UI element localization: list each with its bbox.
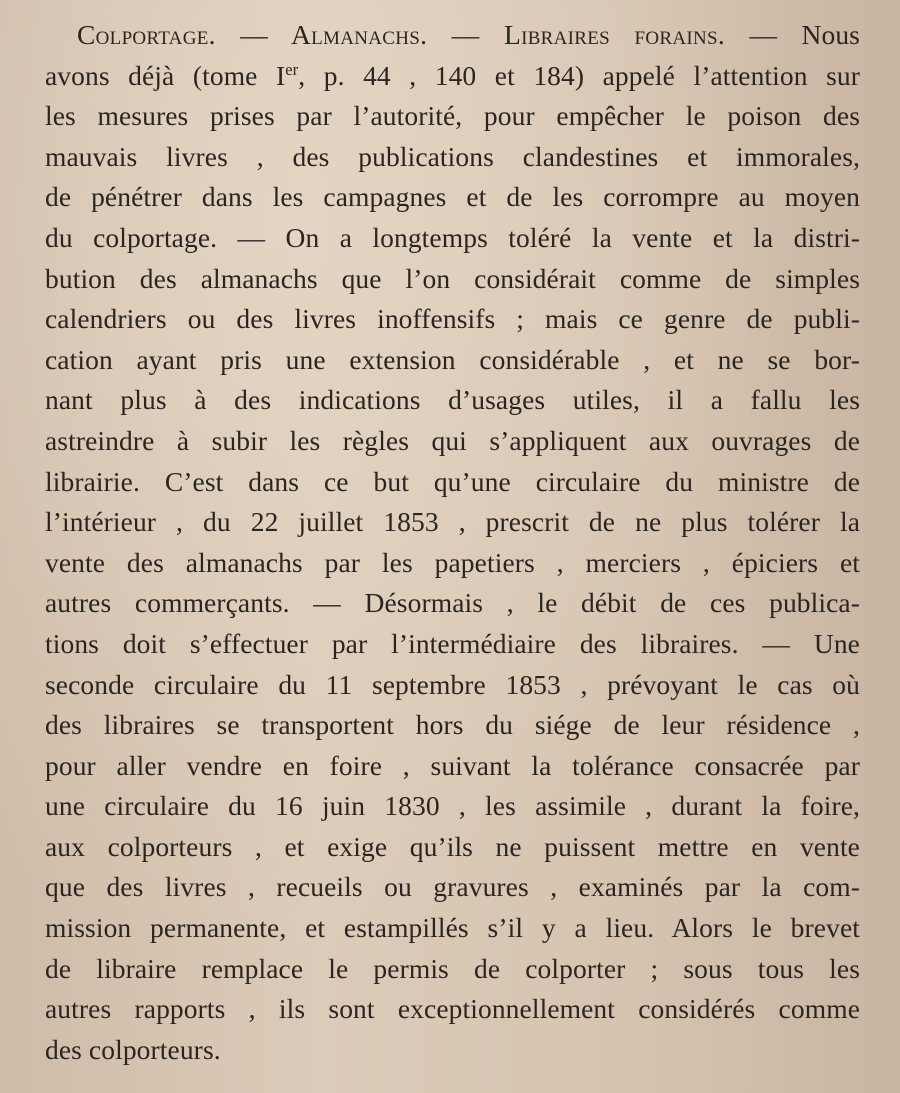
text-line-19: pour aller vendre en foire , suivant la tolérance consacrée par xyxy=(45,749,860,781)
text-line-22: que des livres , recueils ou gravures , examinés par la com- xyxy=(45,871,860,903)
text-line-7: bution des almanachs que l’on considérait comme de simples xyxy=(45,262,860,294)
text-line-2-part-a: avons déjà (tome I xyxy=(45,59,286,91)
text-line-14: vente des almanachs par les papetiers , merciers , épiciers et xyxy=(45,546,860,578)
text-line-25: autres rapports , ils sont exceptionnellement considérés comme xyxy=(45,993,860,1025)
text-line-21: aux colporteurs , et exige qu’ils ne puissent mettre en vente xyxy=(45,830,860,862)
text-line-13: l’intérieur , du 22 juillet 1853 , prescrit de ne plus tolérer la xyxy=(45,506,860,538)
text-line-20: une circulaire du 16 juin 1830 , les assimile , durant la foire, xyxy=(45,790,860,822)
section-heading: Colportage. — Almanachs. — Libraires forains. — xyxy=(77,19,778,50)
text-line-11: astreindre à subir les règles qui s’appliquent aux ouvrages de xyxy=(45,424,860,456)
text-line-8: calendriers ou des livres inoffensifs ; mais ce genre de publi- xyxy=(45,303,860,335)
text-line-2 xyxy=(45,56,860,97)
text-line-4: mauvais livres , des publications clandestines et immorales, xyxy=(45,140,860,172)
text-line-16: tions doit s’effectuer par l’intermédiaire des libraires. — Une xyxy=(45,627,860,659)
text-line-1-rest: Nous xyxy=(801,19,860,50)
text-line-5: de pénétrer dans les campagnes et de les corrompre au moyen xyxy=(45,181,860,213)
text-line-9: cation ayant pris une extension considérable , et ne se bor- xyxy=(45,343,860,375)
superscript-er: er xyxy=(285,59,299,79)
text-line-15: autres commerçants. — Désormais , le débit de ces publica- xyxy=(45,587,860,619)
text-line-26: des colporteurs. xyxy=(45,1033,221,1065)
text-line-2-part-b: , p. 44 , 140 et 184) appelé l’attention sur xyxy=(298,59,860,91)
text-line-12: librairie. C’est dans ce but qu’une circulaire du ministre de xyxy=(45,465,860,497)
text-line-23: mission permanente, et estampillés s’il y a lieu. Alors le brevet xyxy=(45,912,860,944)
text-line-6: du colportage. — On a longtemps toléré la vente et la distri- xyxy=(45,221,860,253)
text-line-1 xyxy=(45,15,860,56)
text-line-10: nant plus à des indications d’usages utiles, il a fallu les xyxy=(45,384,860,416)
text-line-18: des libraires se transportent hors du siége de leur résidence , xyxy=(45,709,860,741)
text-line-3: les mesures prises par l’autorité, pour empêcher le poison des xyxy=(45,100,860,132)
text-line-17: seconde circulaire du 11 septembre 1853 , prévoyant le cas où xyxy=(45,668,860,700)
text-line-24: de libraire remplace le permis de colporter ; sous tous les xyxy=(45,952,860,984)
